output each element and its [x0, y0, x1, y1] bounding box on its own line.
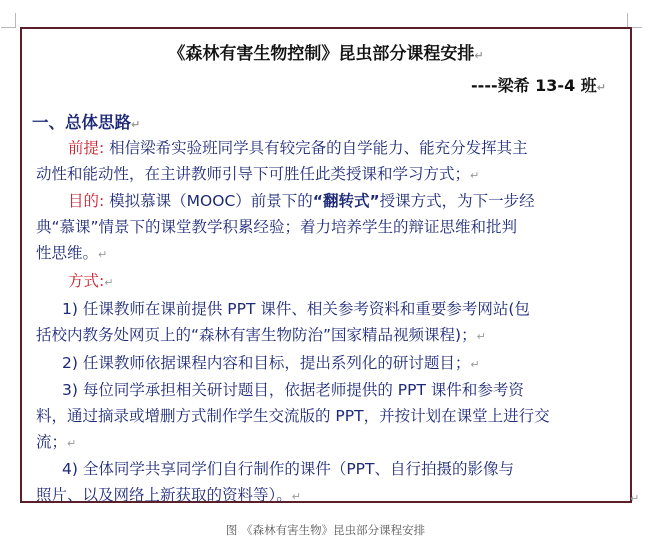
list-item-3-line-1: 3) 每位同学承担相关研讨题目，依据老师提供的 PPT 课件和参考资 — [62, 381, 524, 399]
paragraph-mark: ↵ — [131, 118, 141, 131]
paragraph-mark: ↵ — [98, 248, 108, 261]
list-item-2-line-1: 2) 任课教师依据课程内容和目标，提出系列化的研讨题目；↵ — [62, 354, 480, 372]
list-item-4-line-2: 照片、以及网络上新获取的资料等）。↵ — [36, 486, 301, 504]
list-item-1-line-1: 1) 任课教师在课前提供 PPT 课件、相关参考资料和重要参考网站(包 — [62, 300, 530, 318]
premise-line-2: 动性和能动性，在主讲教师引导下可胜任此类授课和学习方式；↵ — [36, 165, 480, 183]
premise-label: 前提: — [68, 139, 105, 157]
premise-line-1: 前提: 相信梁希实验班同学具有较完备的自学能力、能充分发挥其主 — [68, 139, 528, 157]
goal-label: 目的: — [68, 192, 105, 210]
goal-line-1: 目的: 模拟慕课（MOOC）前景下的“翻转式”授课方式，为下一步经 — [68, 192, 535, 210]
paragraph-mark: ↵ — [470, 358, 480, 371]
list-item-3-line-3: 流；↵ — [36, 433, 77, 451]
crop-mark-top-left — [1, 13, 16, 28]
section-heading: 一、总体思路↵ — [32, 113, 141, 132]
paragraph-mark: ↵ — [291, 490, 301, 503]
paragraph-mark: ↵ — [474, 49, 484, 62]
paragraph-mark: ↵ — [470, 169, 480, 182]
document-page — [20, 27, 632, 503]
list-item-1-line-2: 括校内教务处网页上的“森林有害生物防治”国家精品视频课程)；↵ — [36, 326, 486, 344]
figure-caption: 图 《森林有害生物》昆虫部分课程安排 — [225, 523, 426, 537]
document-title: 《森林有害生物控制》昆虫部分课程安排↵ — [168, 44, 484, 64]
list-item-3-line-2: 料，通过摘录或增删方式制作学生交流版的 PPT，并按计划在课堂上进行交 — [36, 407, 550, 425]
crop-mark-top-right — [627, 13, 642, 28]
author-line: ----梁希 13-4 班↵ — [471, 76, 606, 95]
paragraph-mark: ↵ — [67, 437, 77, 450]
paragraph-mark: ↵ — [476, 330, 486, 343]
flipped-emphasis: “翻转式” — [312, 192, 380, 210]
paragraph-mark: ↵ — [104, 276, 114, 289]
paragraph-mark: ↵ — [630, 492, 640, 505]
method-line — [68, 269, 630, 291]
goal-line-2: 典“慕课”情景下的课堂教学积累经验；着力培养学生的辩证思维和批判 — [36, 218, 518, 236]
list-item-4-line-1: 4) 全体同学共享同学们自行制作的课件（PPT、自行拍摄的影像与 — [62, 460, 514, 478]
method-label: 方式: — [68, 272, 105, 290]
paragraph-mark: ↵ — [596, 81, 606, 94]
goal-line-3: 性思维。↵ — [36, 244, 108, 262]
